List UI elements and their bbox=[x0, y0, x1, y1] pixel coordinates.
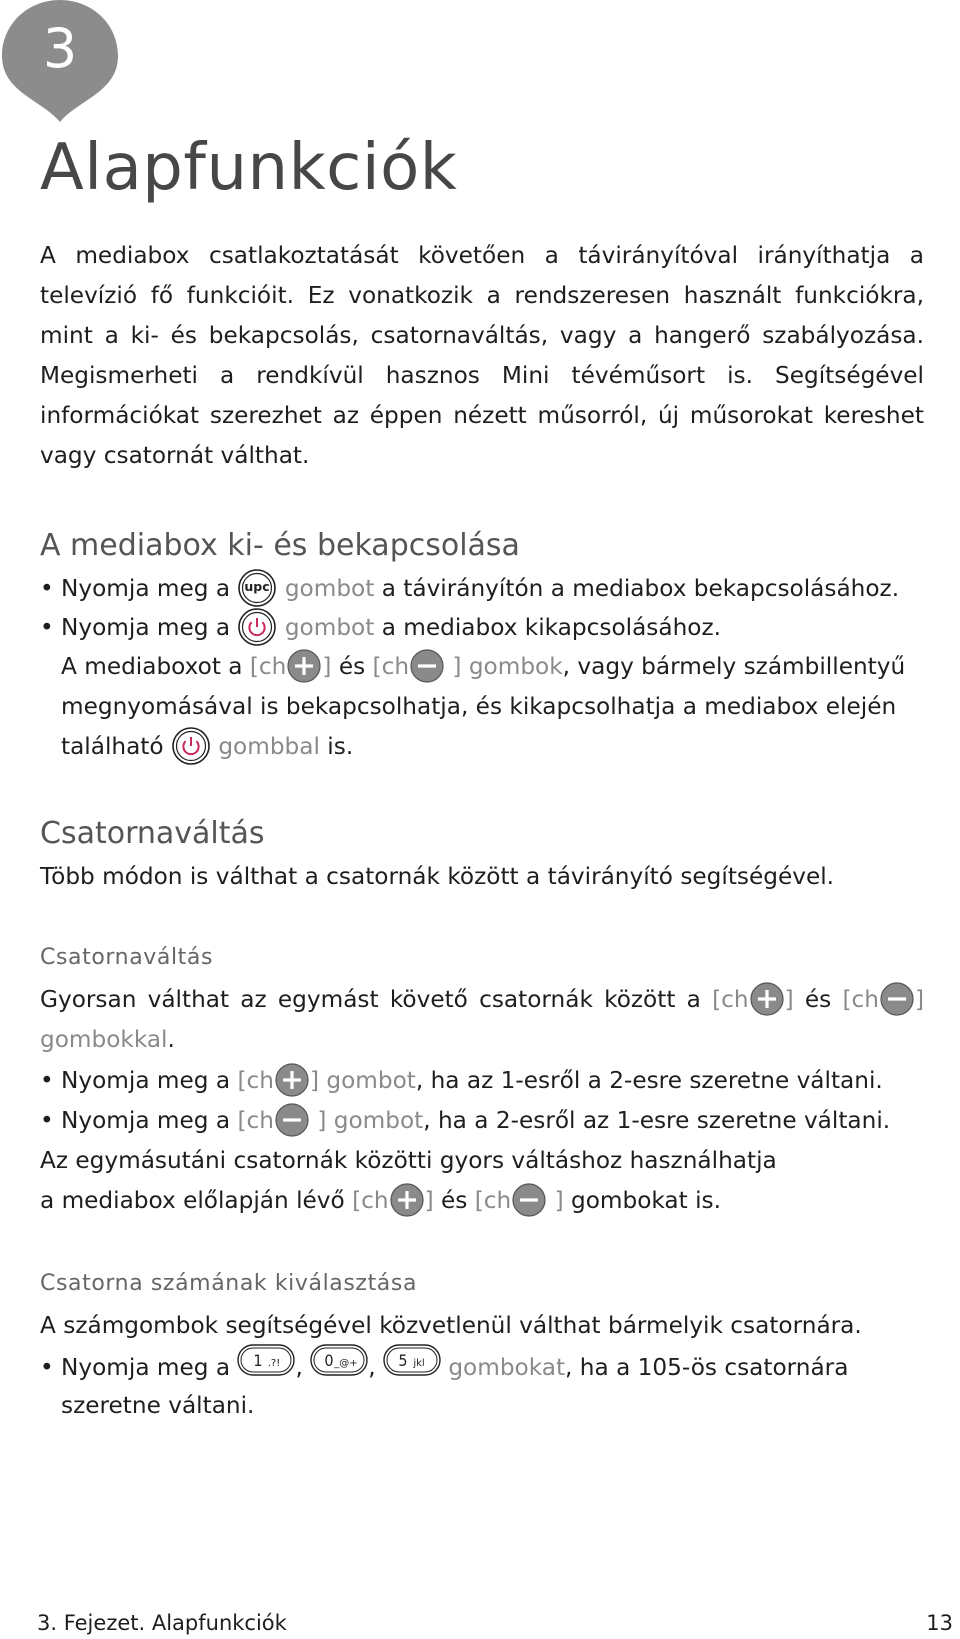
power-note-line: található gombbal is. bbox=[61, 727, 353, 768]
ch-plus-icon bbox=[274, 1062, 310, 1098]
power-button-icon bbox=[171, 726, 211, 766]
ch-minus-icon bbox=[879, 981, 915, 1017]
intro-line: mint a ki- és bekapcsolás, csatornaváltás, vagy a hangerő szabályozása. bbox=[40, 322, 924, 349]
intro-line: televízió fő funkcióit. Ez vonatkozik a rendszeresen használt funkciókra, bbox=[40, 282, 924, 309]
power-note-line: megnyomásával is bekapcsolhatja, és kikapcsolhatja a mediabox elején bbox=[61, 693, 897, 720]
svg-text:_@+: _@+ bbox=[334, 1358, 358, 1369]
svg-text:upc: upc bbox=[244, 578, 271, 594]
channel-number-line: A számgombok segítségével közvetlenül válthat bármelyik csatornára. bbox=[40, 1312, 862, 1339]
page-title: Alapfunkciók bbox=[40, 131, 458, 205]
channel-bullet-plus: • Nyomja meg a [ch ] gombot, ha az 1-esről a 2-esre szeretne váltani. bbox=[40, 1061, 883, 1101]
intro-line: vagy csatornát válthat. bbox=[40, 442, 310, 469]
ch-minus-icon bbox=[274, 1102, 310, 1138]
intro-line: információkat szerezhet az éppen nézett műsorról, új műsorokat kereshet bbox=[40, 402, 924, 429]
channel-number-bullet-cont: szeretne váltani. bbox=[61, 1392, 255, 1419]
channel-number-bullet: • Nyomja meg a 1 .?! , 0 _@+ , 5 jkl gombokat, ha a 105-ös csatornára bbox=[40, 1346, 848, 1391]
power-bullet-off: • Nyomja meg a gombot a mediabox kikapcsolásához. bbox=[40, 608, 721, 649]
svg-text:.?!: .?! bbox=[268, 1358, 281, 1369]
svg-text:0: 0 bbox=[324, 1351, 334, 1370]
ch-plus-icon bbox=[749, 981, 785, 1017]
front-panel-line: Az egymásutáni csatornák közötti gyors váltáshoz használhatja bbox=[40, 1147, 777, 1174]
channel-intro: Több módon is válthat a csatornák között a távirányító segítségével. bbox=[40, 863, 835, 890]
front-panel-line: a mediabox előlapján lévő [ch ] és [ch ] gombokat is. bbox=[40, 1181, 721, 1221]
ch-minus-icon bbox=[511, 1182, 547, 1218]
power-button-icon bbox=[237, 607, 277, 647]
ch-plus-icon bbox=[389, 1182, 425, 1218]
svg-text:jkl: jkl bbox=[413, 1358, 425, 1369]
intro-line: Megismerheti a rendkívül hasznos Mini tévéműsort is. Segítségével bbox=[40, 362, 924, 389]
page-number: 13 bbox=[926, 1611, 953, 1635]
ch-plus-icon bbox=[286, 648, 322, 684]
channel-switch-line: gombokkal. bbox=[40, 1026, 175, 1053]
number-key-icon bbox=[237, 1344, 295, 1389]
svg-text:5: 5 bbox=[398, 1351, 408, 1370]
upc-button-icon bbox=[237, 568, 277, 608]
subheading-channel-switch: Csatornaváltás bbox=[40, 945, 214, 970]
channel-bullet-minus: • Nyomja meg a [ch ] gombot, ha a 2-esről az 1-esre szeretne váltani. bbox=[40, 1101, 890, 1141]
chapter-number: 3 bbox=[42, 17, 78, 80]
chapter-badge bbox=[2, 0, 118, 124]
power-bullet-on: • Nyomja meg a upc gombot a távirányítón a mediabox bekapcsolásához. bbox=[40, 569, 899, 610]
number-key-icon bbox=[383, 1344, 441, 1389]
section-heading-channel: Csatornaváltás bbox=[40, 816, 265, 851]
section-heading-power: A mediabox ki- és bekapcsolása bbox=[40, 528, 520, 563]
intro-line: A mediabox csatlakoztatását követően a távirányítóval irányíthatja a bbox=[40, 242, 924, 269]
subheading-channel-number: Csatorna számának kiválasztása bbox=[40, 1271, 418, 1296]
footer-chapter: 3. Fejezet. Alapfunkciók bbox=[37, 1611, 287, 1635]
svg-text:1: 1 bbox=[253, 1351, 264, 1370]
number-key-icon bbox=[310, 1344, 368, 1389]
power-note-line: A mediaboxot a [ch ] és [ch ] gombok, vagy bármely számbillentyű bbox=[61, 647, 905, 687]
channel-switch-line: Gyorsan válthat az egymást követő csatornák között a [ch ] és [ch ] bbox=[40, 980, 924, 1020]
ch-minus-icon bbox=[409, 648, 445, 684]
